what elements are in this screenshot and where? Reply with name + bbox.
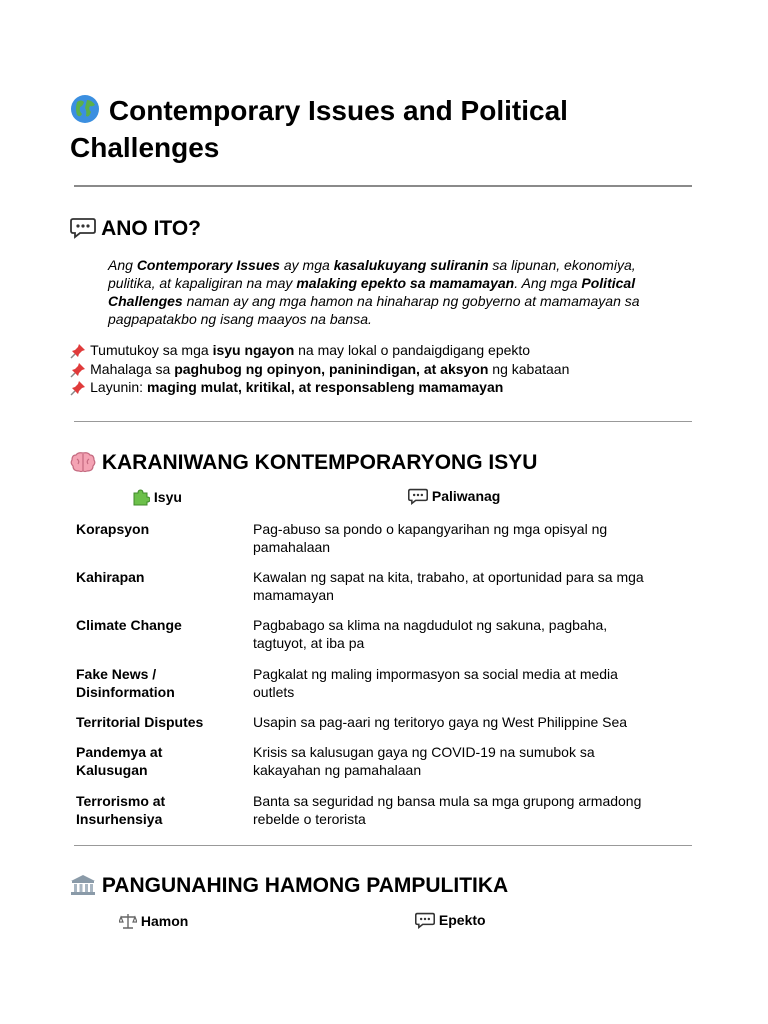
- bold-text: Political Challenges: [108, 275, 636, 309]
- text-run: Mahalaga sa: [90, 360, 175, 377]
- isyu-cell: Fake News / Disinformation: [76, 666, 175, 700]
- paliwanag-cell: Pagkalat ng maling impormasyon sa social media at media outlets: [253, 666, 618, 700]
- isyu-cell: Korapsyon: [76, 521, 150, 537]
- pushpin-icon: [70, 344, 90, 359]
- paliwanag-cell: Kawalan ng sapat na kita, trabaho, at oportunidad para sa mga mamamayan: [253, 569, 644, 603]
- column-header-label: Hamon: [140, 913, 189, 929]
- section-heading-isyu: [70, 450, 537, 476]
- bold-text: kasalukuyang suliranin: [333, 257, 489, 273]
- bold-text: paghubog ng opinyon, paninindigan, at aksyon: [174, 360, 489, 377]
- speech-bubble-icon: [415, 912, 439, 928]
- section-heading-hamon: [70, 873, 508, 899]
- isyu-cell: Climate Change: [76, 617, 182, 633]
- column-header-label: Isyu: [153, 489, 182, 505]
- text-run: Layunin:: [90, 379, 147, 395]
- text-run: Tumutukoy sa mga: [90, 342, 213, 358]
- bold-text: isyu ngayon: [212, 342, 295, 358]
- definition-quote: [108, 256, 658, 328]
- isyu-cell: Territorial Disputes: [76, 714, 204, 730]
- bullet-item: [70, 361, 569, 380]
- isyu-cell: Terrorismo at Insurhensiya: [76, 793, 166, 827]
- speech-bubble-icon: [408, 488, 432, 504]
- bold-text: maging mulat, kritikal, at responsableng mamamayan: [146, 379, 504, 395]
- text-run: Ang: [108, 257, 137, 273]
- divider: [74, 845, 692, 846]
- paliwanag-cell: Pagbabago sa klima na nagdudulot ng sakuna, pagbaha, tagtuyot, at iba pa: [253, 617, 608, 651]
- isyu-cell: Kahirapan: [76, 569, 145, 585]
- pushpin-icon: [70, 381, 90, 396]
- column-header-epekto: [415, 912, 486, 929]
- paliwanag-cell: Krisis sa kalusugan gaya ng COVID-19 na sumubok sa kakayahan ng pamahalaan: [253, 744, 595, 778]
- puzzle-icon: [132, 489, 154, 505]
- section-heading-text: ANO ITO?: [101, 217, 202, 240]
- title-text: Contemporary Issues and Political Challenges: [70, 95, 568, 163]
- bold-text: Contemporary Issues: [136, 257, 280, 273]
- text-run: naman ay ang mga hamon na hinaharap ng gobyerno at mamamayan sa pagpapatakbo ng isang maayos na bansa.: [108, 293, 640, 327]
- text-run: ay mga: [279, 257, 334, 273]
- bullet-list: [70, 342, 569, 398]
- section-heading-text: KARANIWANG KONTEMPORARYONG ISYU: [101, 451, 538, 474]
- column-header-isyu: [132, 488, 182, 506]
- column-header-label: Epekto: [438, 912, 486, 928]
- text-run: sa lipunan, ekonomiya, pulitika, at kapaligiran na may: [108, 257, 636, 291]
- page-title: [70, 92, 690, 166]
- bullet-item: [70, 379, 569, 398]
- globe-icon: [70, 94, 109, 127]
- text-run: na may lokal o pandaigdigang epekto: [294, 342, 531, 358]
- bold-text: malaking epekto sa mamamayan: [296, 275, 515, 291]
- paliwanag-cell: Banta sa seguridad ng bansa mula sa mga grupong armadong rebelde o terorista: [253, 793, 642, 827]
- bullet-item: [70, 342, 569, 361]
- paliwanag-cell: Pag-abuso sa pondo o kapangyarihan ng mga opisyal ng pamahalaan: [253, 521, 608, 555]
- divider: [74, 421, 692, 422]
- balance-scale-icon: [119, 913, 141, 929]
- text-run: . Ang mga: [514, 275, 582, 291]
- paliwanag-cell: Usapin sa pag-aari ng teritoryo gaya ng West Philippine Sea: [253, 714, 628, 730]
- text-run: ng kabataan: [488, 360, 570, 377]
- brain-icon: [70, 451, 102, 474]
- isyu-cell: Pandemya at Kalusugan: [76, 744, 163, 778]
- classical-building-icon: [70, 874, 102, 897]
- speech-bubble-icon: [70, 217, 101, 240]
- pushpin-icon: [70, 363, 90, 378]
- divider: [74, 185, 692, 187]
- section-heading-text: PANGUNAHING HAMONG PAMPULITIKA: [101, 874, 509, 897]
- column-header-paliwanag: [408, 488, 500, 505]
- column-header-label: Paliwanag: [431, 488, 501, 504]
- section-heading-ano-ito: [70, 216, 201, 242]
- column-header-hamon: [119, 912, 188, 930]
